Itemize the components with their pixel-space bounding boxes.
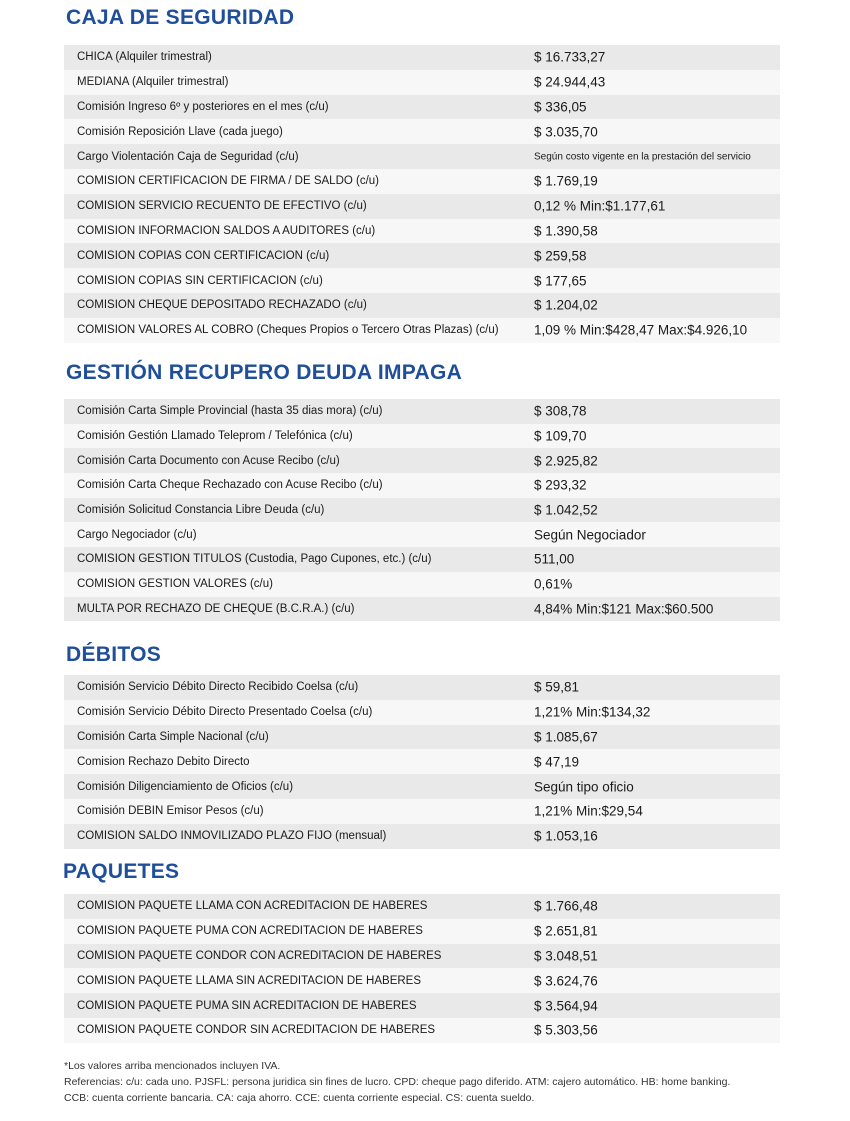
fee-value: $ 293,32: [534, 477, 587, 493]
fee-value: $ 3.564,94: [534, 998, 598, 1014]
fee-label: COMISION GESTION TITULOS (Custodia, Pago Cupones, etc.) (c/u): [77, 553, 432, 566]
fee-label: Comisión Carta Simple Provincial (hasta 35 dias mora) (c/u): [77, 405, 383, 418]
table-row: [64, 993, 780, 1018]
fee-label: Comisión Servicio Débito Directo Recibido Coelsa (c/u): [77, 681, 359, 694]
fee-value: $ 1.204,02: [534, 297, 598, 313]
fee-label: Comisión Diligenciamiento de Oficios (c/u): [77, 780, 294, 793]
fee-label: COMISION PAQUETE LLAMA SIN ACREDITACION DE HABERES: [77, 974, 422, 987]
fee-label: COMISION COPIAS SIN CERTIFICACION (c/u): [77, 274, 323, 287]
footnotes: [64, 1058, 784, 1106]
table-row: [64, 675, 780, 700]
table-row: [64, 45, 780, 70]
fee-label: Comisión Solicitud Constancia Libre Deuda (c/u): [77, 504, 325, 517]
fee-value: $ 24.944,43: [534, 74, 606, 90]
fee-label: Comisión Gestión Llamado Teleprom / Telefónica (c/u): [77, 430, 353, 443]
fee-label: MULTA POR RECHAZO DE CHEQUE (B.C.R.A.) (c/u): [77, 602, 355, 615]
fee-value: Según tipo oficio: [534, 779, 634, 795]
fee-value: $ 308,78: [534, 403, 587, 419]
fee-label: COMISION PAQUETE PUMA CON ACREDITACION DE HABERES: [77, 925, 423, 938]
fee-value: 511,00: [534, 551, 575, 567]
table-row: [64, 894, 780, 919]
table-row: [64, 95, 780, 120]
fee-value: Según Negociador: [534, 527, 646, 543]
fee-value: 1,21% Min:$29,54: [534, 803, 643, 819]
table-row: [64, 448, 780, 473]
table-row: [64, 399, 780, 424]
fee-value: 1,21% Min:$134,32: [534, 704, 651, 720]
table-row: [64, 824, 780, 849]
table-row: [64, 194, 780, 219]
table-row: [64, 1018, 780, 1043]
fee-value: $ 47,19: [534, 754, 580, 770]
table-row: [64, 318, 780, 343]
table-row: [64, 243, 780, 268]
fee-value: 0,61%: [534, 576, 573, 592]
fee-value: $ 1.390,58: [534, 223, 598, 239]
fee-value: Según costo vigente en la prestación del servicio: [534, 151, 751, 163]
fee-value: $ 3.048,51: [534, 948, 598, 964]
fee-table: [64, 45, 780, 343]
table-row: [64, 749, 780, 774]
fee-value: $ 2.925,82: [534, 453, 598, 469]
fee-value: 4,84% Min:$121 Max:$60.500: [534, 601, 714, 617]
table-row: [64, 547, 780, 572]
fee-label: Cargo Violentación Caja de Seguridad (c/u): [77, 150, 299, 163]
fee-label: COMISION SERVICIO RECUENTO DE EFECTIVO (c/u): [77, 200, 367, 213]
table-row: [64, 522, 780, 547]
table-row: [64, 725, 780, 750]
table-row: [64, 169, 780, 194]
fee-value: $ 1.042,52: [534, 502, 598, 518]
footnote-iva: *Los valores arriba mencionados incluyen IVA.: [64, 1060, 281, 1072]
fee-value: $ 1.085,67: [534, 729, 598, 745]
table-row: [64, 144, 780, 169]
table-row: [64, 424, 780, 449]
fee-value: 0,12 % Min:$1.177,61: [534, 198, 666, 214]
fee-value: 1,09 % Min:$428,47 Max:$4.926,10: [534, 322, 748, 338]
fee-value: $ 2.651,81: [534, 923, 598, 939]
fee-label: CHICA (Alquiler trimestral): [77, 51, 212, 64]
table-row: [64, 219, 780, 244]
table-row: [64, 968, 780, 993]
table-row: [64, 944, 780, 969]
fee-value: $ 5.303,56: [534, 1022, 598, 1038]
table-row: [64, 700, 780, 725]
table-row: [64, 572, 780, 597]
fee-label: Comisión Servicio Débito Directo Presentado Coelsa (c/u): [77, 706, 373, 719]
table-row: [64, 268, 780, 293]
section-title: CAJA DE SEGURIDAD: [66, 6, 295, 29]
table-row: [64, 799, 780, 824]
section-title: DÉBITOS: [66, 643, 162, 666]
footnote-references: Referencias: c/u: cada uno. PJSFL: persona juridica sin fines de lucro. CPD: cheque pago diferido. ATM: cajero automático. HB: home banking.: [64, 1076, 731, 1088]
fee-value: $ 259,58: [534, 248, 587, 264]
section-title: GESTIÓN RECUPERO DEUDA IMPAGA: [66, 361, 463, 384]
table-row: [64, 774, 780, 799]
fee-table: [64, 675, 780, 849]
table-row: [64, 119, 780, 144]
fee-label: COMISION PAQUETE CONDOR SIN ACREDITACION DE HABERES: [77, 1024, 436, 1037]
fee-table: [64, 399, 780, 621]
fee-label: COMISION PAQUETE CONDOR CON ACREDITACION DE HABERES: [77, 949, 442, 962]
section-title: PAQUETES: [63, 860, 180, 883]
fee-value: $ 59,81: [534, 679, 580, 695]
fee-label: COMISION VALORES AL COBRO (Cheques Propios o Tercero Otras Plazas) (c/u): [77, 324, 499, 337]
fee-label: Comisión Reposición Llave (cada juego): [77, 125, 283, 138]
fee-value: $ 3.035,70: [534, 124, 598, 140]
fee-label: Comisión Carta Simple Nacional (c/u): [77, 730, 269, 743]
fee-label: COMISION GESTION VALORES (c/u): [77, 578, 273, 591]
fee-label: Comisión Carta Cheque Rechazado con Acuse Recibo (c/u): [77, 479, 383, 492]
fee-label: Comisión DEBIN Emisor Pesos (c/u): [77, 805, 264, 818]
fee-label: MEDIANA (Alquiler trimestral): [77, 76, 229, 89]
table-row: [64, 597, 780, 622]
fee-label: Cargo Negociador (c/u): [77, 528, 197, 541]
fee-value: $ 1.769,19: [534, 173, 598, 189]
fee-label: COMISION COPIAS CON CERTIFICACION (c/u): [77, 249, 330, 262]
fee-label: COMISION PAQUETE PUMA SIN ACREDITACION DE HABERES: [77, 999, 417, 1012]
fee-value: $ 3.624,76: [534, 973, 598, 989]
fee-label: COMISION CERTIFICACION DE FIRMA / DE SALDO (c/u): [77, 175, 380, 188]
table-row: [64, 293, 780, 318]
fee-value: $ 336,05: [534, 99, 587, 115]
fee-value: $ 1.053,16: [534, 828, 598, 844]
fee-table: [64, 894, 780, 1043]
fee-label: Comisión Carta Documento con Acuse Recibo (c/u): [77, 454, 340, 467]
table-row: [64, 498, 780, 523]
fee-label: COMISION INFORMACION SALDOS A AUDITORES (c/u): [77, 224, 376, 237]
fee-value: $ 16.733,27: [534, 49, 606, 65]
fee-label: COMISION SALDO INMOVILIZADO PLAZO FIJO (mensual): [77, 830, 387, 843]
fee-value: $ 1.766,48: [534, 898, 598, 914]
fee-label: COMISION CHEQUE DEPOSITADO RECHAZADO (c/u): [77, 299, 367, 312]
fee-value: $ 177,65: [534, 273, 587, 289]
table-row: [64, 70, 780, 95]
fee-label: Comision Rechazo Debito Directo: [77, 755, 250, 768]
fee-label: COMISION PAQUETE LLAMA CON ACREDITACION DE HABERES: [77, 900, 428, 913]
fee-value: $ 109,70: [534, 428, 587, 444]
table-row: [64, 473, 780, 498]
footnote-references-continued: CCB: cuenta corriente bancaria. CA: caja ahorro. CCE: cuenta corriente especial. CS: cuenta sueldo.: [64, 1092, 535, 1104]
table-row: [64, 919, 780, 944]
fee-label: Comisión Ingreso 6º y posteriores en el mes (c/u): [77, 100, 329, 113]
